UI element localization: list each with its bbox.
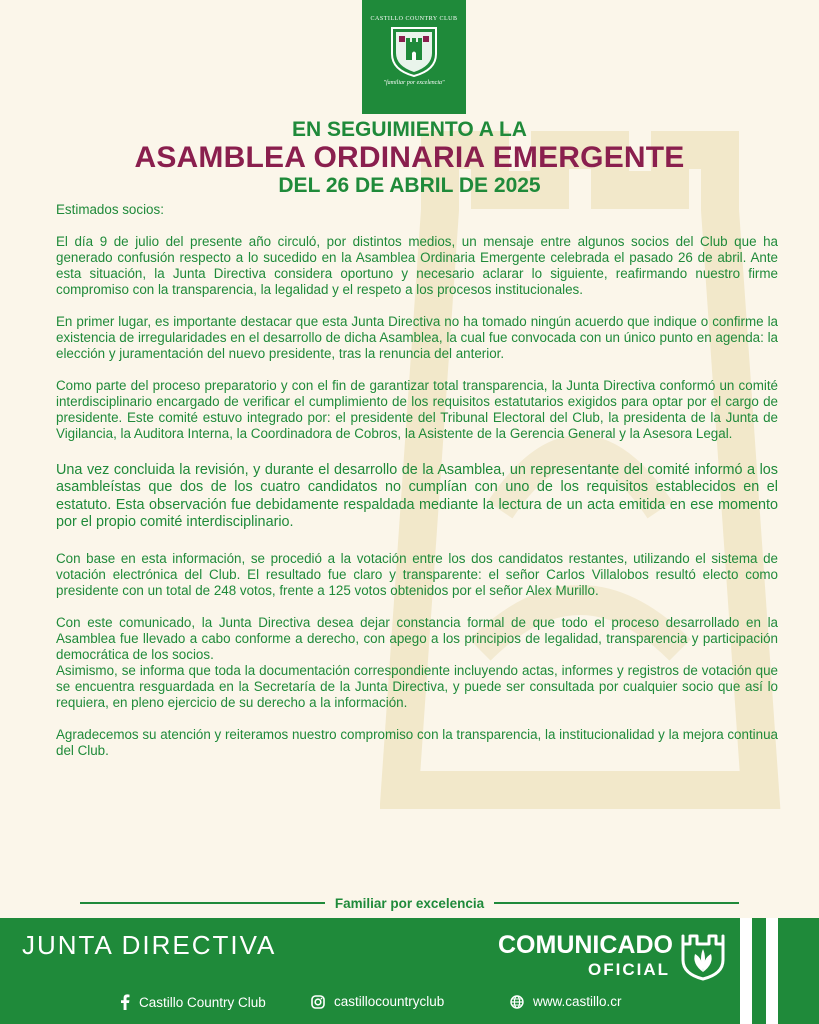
paragraph: Una vez concluida la revisión, y durante el desarrollo de la Asamblea, un representante del comité informó a los asambleístas que dos de los cuatro candidatos no cumplían con uno de los requisitos establecidos en el estatuto. Esta observación fue debidamente respaldada mediante la lectura de un acta emitida en ese momento por el propio comité interdisciplinario. xyxy=(56,462,778,530)
title-line-2: ASAMBLEA ORDINARIA EMERGENTE xyxy=(134,141,685,174)
divider xyxy=(80,902,325,904)
globe-icon xyxy=(510,995,524,1009)
website-link[interactable] xyxy=(510,994,622,1009)
instagram-icon xyxy=(311,995,325,1009)
letter-body xyxy=(56,202,778,759)
footer-junta-directiva: JUNTA DIRECTIVA xyxy=(22,930,277,960)
paragraph: Agradecemos su atención y reiteramos nuestro compromiso con la transparencia, la institucionalidad y la mejora continua del Club. xyxy=(56,727,778,759)
facebook-link[interactable] xyxy=(120,994,266,1010)
footer-stripe xyxy=(766,918,778,1024)
paragraph: En primer lugar, es importante destacar que esta Junta Directiva no ha tomado ningún acuerdo que indique o confirme la existencia de irregularidades en el desarrollo de dicha Asamblea, la cual fue convocada con un único punto en agenda: la elección y juramentación del nuevo presidente, tras la renuncia del anterior. xyxy=(56,314,778,361)
tagline: Familiar por excelencia xyxy=(334,895,485,911)
paragraph: Como parte del proceso preparatorio y con el fin de garantizar total transparencia, la Junta Directiva conformó un comité interdisciplinario encargado de verificar el cumplimiento de los requisitos estatutarios exigidos para optar por el cargo de presidente. Este comité estuvo integrado por: el presidente del Tribunal Electoral del Club, la presidenta de la Junta de Vigilancia, la Auditora Interna, la Coordinadora de Cobros, la Asistente de la Gerencia General y la Asesora Legal. xyxy=(56,378,778,441)
footer-comunicado: COMUNICADO xyxy=(498,931,673,959)
crest-icon xyxy=(386,24,442,78)
title-line-1: EN SEGUIMIENTO A LA xyxy=(292,118,527,141)
facebook-icon xyxy=(120,994,130,1010)
title-line-3: DEL 26 DE ABRIL DE 2025 xyxy=(278,174,541,197)
instagram-label: castillocountryclub xyxy=(334,994,445,1009)
logo-motto: "familiar por excelencia" xyxy=(383,80,445,86)
website-label: www.castillo.cr xyxy=(533,994,622,1009)
footer xyxy=(0,918,819,1024)
paragraph: Con este comunicado, la Junta Directiva desea dejar constancia formal de que todo el proceso desarrollado en la Asamblea fue llevado a cabo conforme a derecho, con apego a los principios de legalidad, transparencia y participación democrática de los socios. xyxy=(56,615,778,663)
title-block xyxy=(0,118,819,198)
divider xyxy=(494,902,739,904)
footer-oficial: OFICIAL xyxy=(588,960,670,979)
paragraph: Asimismo, se informa que toda la documentación correspondiente incluyendo actas, informes y registros de votación que se encuentra resguardada en la Secretaría de la Junta Directiva, y puede ser consultada por cualquier socio que así lo requiera, en pleno ejercicio de su derecho a la información. xyxy=(56,663,778,711)
tagline-row xyxy=(0,893,819,913)
salutation: Estimados socios: xyxy=(56,202,164,217)
castle-icon xyxy=(678,932,728,982)
paragraph: El día 9 de julio del presente año circuló, por distintos medios, un mensaje entre algunos socios del Club que ha generado confusión respecto a lo sucedido en la Asamblea Ordinaria Emergente celebrada el pasado 26 de abril. Ante esta situación, la Junta Directiva considera oportuno y necesario aclarar lo siguiente, reafirmando nuestro firme compromiso con la transparencia, la legalidad y el respeto a los procesos institucionales. xyxy=(56,234,778,297)
club-logo xyxy=(362,0,466,114)
facebook-label: Castillo Country Club xyxy=(139,994,266,1010)
logo-club-name: CASTILLO COUNTRY CLUB xyxy=(370,16,458,22)
paragraph: Con base en esta información, se procedió a la votación entre los dos candidatos restantes, utilizando el sistema de votación electrónica del Club. El resultado fue claro y transparente: el señor Carlos Villalobos resultó electo como presidente con un total de 248 votos, frente a 125 votos obtenidos por el señor Alex Murillo. xyxy=(56,551,778,599)
instagram-link[interactable] xyxy=(311,994,444,1009)
footer-stripe xyxy=(740,918,752,1024)
